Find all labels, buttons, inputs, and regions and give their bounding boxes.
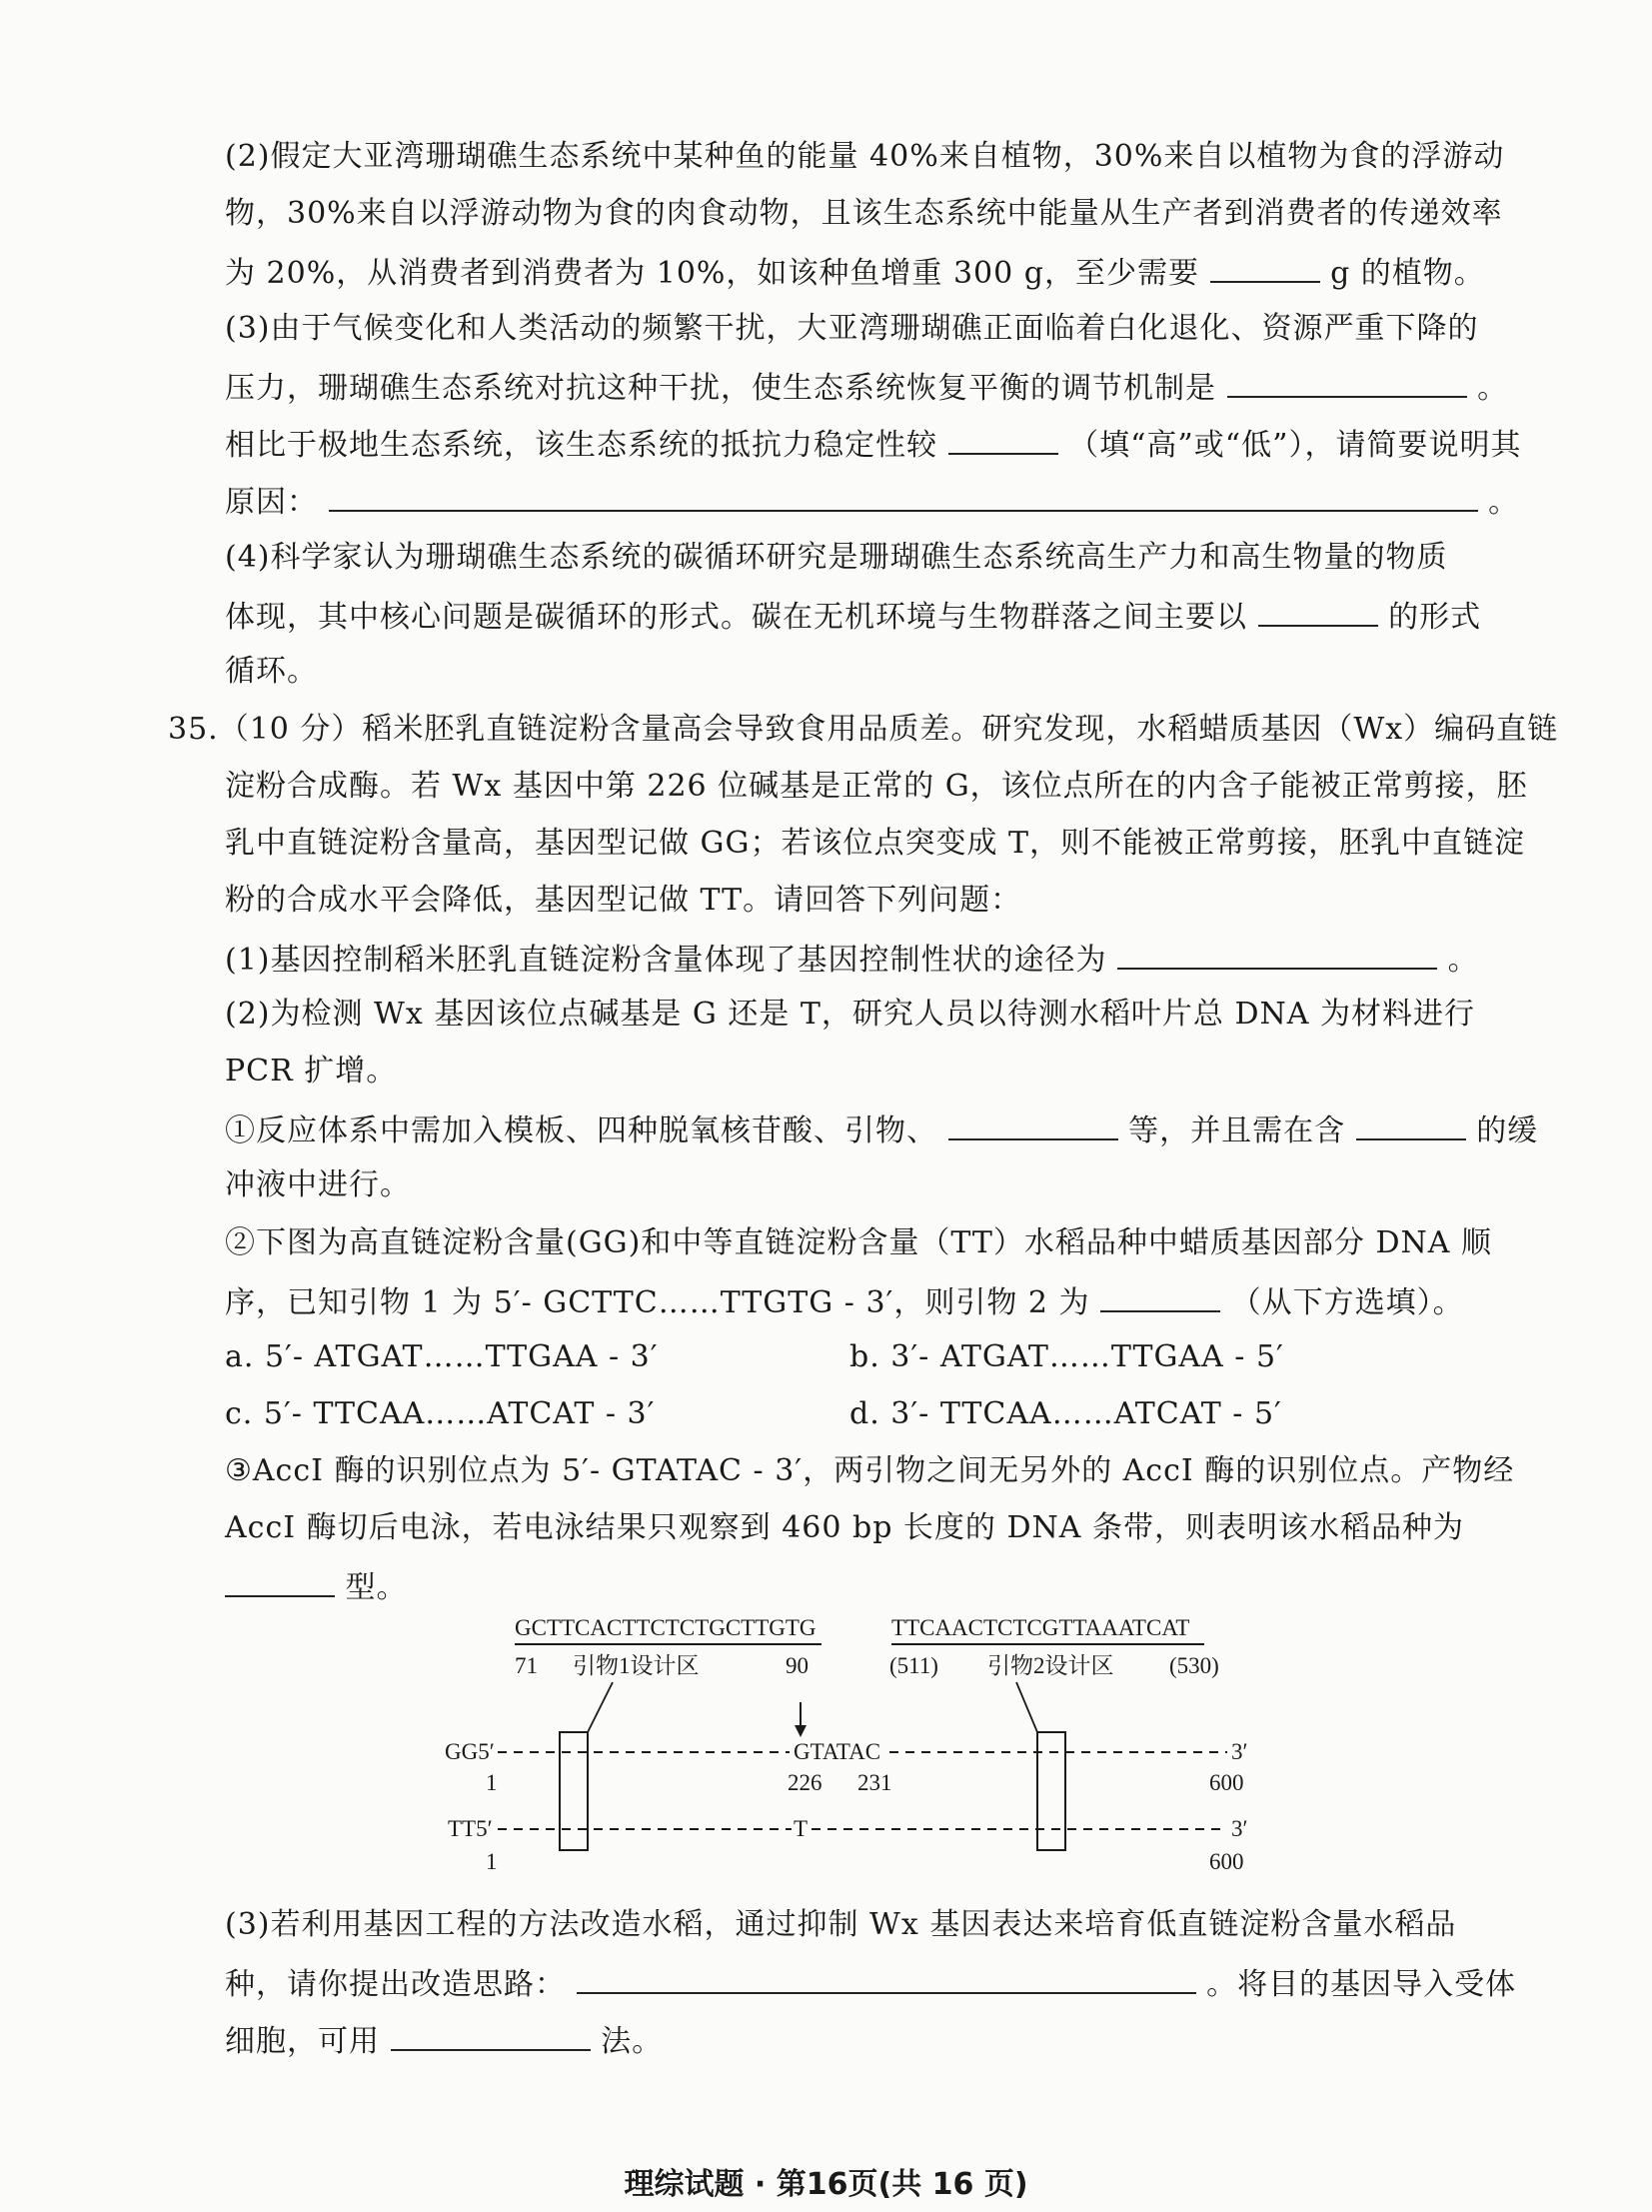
q34-2-line1: (2)假定大亚湾珊瑚礁生态系统中某种鱼的能量 40%来自植物，30%来自以植物为食的浮游动	[225, 139, 1505, 174]
accI-site: GTATAC	[794, 1739, 881, 1764]
q34-3-line4-end: 。	[1488, 485, 1520, 520]
primer2-label: 引物2设计区	[987, 1653, 1114, 1678]
q35-3-line2-end: 。将目的基因导入受体	[1206, 1967, 1517, 2002]
q34-2-line3	[225, 251, 1485, 294]
q34-3-line3-text: 相比于极地生态系统，该生态系统的抵抗力稳定性较	[225, 428, 937, 463]
answer-blank[interactable]	[948, 1108, 1118, 1140]
answer-blank[interactable]	[1258, 595, 1378, 627]
q35-intro-line3: 乳中直链淀粉含量高，基因型记做 GG；若该位点突变成 T，则不能被正常剪接，胚乳中直链淀	[225, 826, 1526, 861]
primer2-end: (530)	[1169, 1653, 1219, 1678]
tt-strand-label: TT5′	[448, 1816, 493, 1841]
arrow-head-icon	[795, 1725, 807, 1737]
tt-pos1: 1	[486, 1849, 498, 1874]
answer-blank[interactable]	[948, 423, 1058, 455]
answer-blank[interactable]	[1117, 938, 1437, 970]
q35-3-line2	[225, 1962, 1516, 2005]
gg-3prime: 3′	[1231, 1739, 1248, 1764]
q35-2-sub3-end: 型。	[345, 1570, 408, 1605]
q35-2-sub2-end: （从下方选填）。	[1230, 1285, 1464, 1320]
q35-2-sub3-line3	[225, 1565, 408, 1608]
answer-blank[interactable]	[577, 1962, 1196, 1994]
gg-pos600: 600	[1209, 1770, 1244, 1795]
q34-2-line3-end: g 的植物。	[1330, 256, 1485, 291]
answer-blank[interactable]	[1100, 1280, 1220, 1312]
primer1-sequence: GCTTCACTTCTCTGCTTGTG	[515, 1615, 817, 1640]
q35-2-sub1	[225, 1108, 1538, 1151]
q34-3-line4-text: 原因：	[225, 485, 318, 520]
q35-2-sub1-end: 的缓	[1476, 1113, 1539, 1148]
tt-pos600: 600	[1209, 1849, 1244, 1874]
q34-2-line3-text: 为 20%，从消费者到消费者为 10%，如该种鱼增重 300 g，至少需要	[225, 256, 1199, 291]
q34-3-line2	[225, 366, 1508, 409]
tt-base: T	[794, 1816, 809, 1841]
q35-2-sub2-line2	[225, 1280, 1464, 1323]
q35-2-sub1-mid: 等，并且需在含	[1128, 1113, 1346, 1148]
option-c: c. 5′- TTCAA……ATCAT - 3′	[225, 1396, 656, 1431]
gg-pos1: 1	[486, 1770, 498, 1795]
q35-3-line3	[225, 2019, 663, 2062]
q35-2-line1: (2)为检测 Wx 基因该位点碱基是 G 还是 T，研究人员以待测水稻叶片总 DNA 为材料进行	[225, 997, 1475, 1032]
page-footer: 理综试题 · 第16页(共 16 页)	[624, 2167, 1028, 2202]
gg-strand-label: GG5′	[445, 1739, 495, 1764]
q34-3-line2-text: 压力，珊瑚礁生态系统对抗这种干扰，使生态系统恢复平衡的调节机制是	[225, 371, 1216, 406]
option-a: a. 5′- ATGAT……TTGAA - 3′	[225, 1339, 659, 1374]
q34-3-line2-end: 。	[1477, 371, 1509, 406]
q35-2-sub3-line1: ③AccI 酶的识别位点为 5′- GTATAC - 3′，两引物之间无另外的 AccI 酶的识别位点。产物经	[225, 1453, 1515, 1488]
q35-intro-line1: 35.（10 分）稻米胚乳直链淀粉含量高会导致食用品质差。研究发现，水稻蜡质基因（Wx）编码直链	[168, 712, 1559, 747]
primer1-box	[560, 1732, 588, 1850]
tt-3prime: 3′	[1231, 1816, 1248, 1841]
answer-blank[interactable]	[1210, 251, 1320, 283]
option-b: b. 3′- ATGAT……TTGAA - 5′	[849, 1339, 1284, 1374]
q35-2-line2: PCR 扩增。	[225, 1054, 398, 1089]
pos-226: 226	[788, 1770, 823, 1795]
q34-3-line3	[225, 423, 1521, 466]
gene-diagram	[430, 1607, 1289, 1897]
q34-4-line3: 循环。	[225, 654, 318, 689]
q34-4-line2-end: 的形式	[1388, 600, 1482, 635]
q35-3-line1: (3)若利用基因工程的方法改造水稻，通过抑制 Wx 基因表达来培育低直链淀粉含量水稻品	[225, 1907, 1457, 1942]
q34-4-line2	[225, 595, 1481, 638]
q35-2-sub2-text: 序，已知引物 1 为 5′- GCTTC……TTGTG - 3′，则引物 2 为	[225, 1285, 1090, 1320]
q34-3-line1: (3)由于气候变化和人类活动的频繁干扰，大亚湾珊瑚礁正面临着白化退化、资源严重下降的	[225, 311, 1479, 346]
q34-4-line2-text: 体现，其中核心问题是碳循环的形式。碳在无机环境与生物群落之间主要以	[225, 600, 1247, 635]
answer-blank[interactable]	[329, 480, 1478, 512]
q35-3-line3-text: 细胞，可用	[225, 2024, 380, 2059]
q35-2-sub1-text: ①反应体系中需加入模板、四种脱氧核苷酸、引物、	[225, 1113, 937, 1148]
q34-3-line3-end: （填“高”或“低”），请简要说明其	[1068, 428, 1522, 463]
primer2-box	[1037, 1732, 1065, 1850]
answer-blank[interactable]	[391, 2019, 591, 2051]
q35-intro-line4: 粉的合成水平会降低，基因型记做 TT。请回答下列问题：	[225, 883, 1022, 918]
q35-2-sub1-cont: 冲液中进行。	[225, 1167, 411, 1202]
primer2-sequence: TTCAACTCTCGTTAAATCAT	[891, 1615, 1190, 1640]
primer1-end: 90	[786, 1653, 809, 1678]
connector	[588, 1682, 613, 1732]
primer1-start: 71	[515, 1653, 538, 1678]
q35-1-end: 。	[1447, 943, 1479, 978]
option-d: d. 3′- TTCAA……ATCAT - 5′	[849, 1396, 1282, 1431]
q35-2-sub2-line1: ②下图为高直链淀粉含量(GG)和中等直链淀粉含量（TT）水稻品种中蜡质基因部分 DNA 顺	[225, 1225, 1492, 1260]
q35-2-sub3-line2: AccI 酶切后电泳，若电泳结果只观察到 460 bp 长度的 DNA 条带，则表明该水稻品种为	[225, 1510, 1464, 1545]
connector	[1016, 1682, 1037, 1732]
q34-2-line2: 物，30%来自以浮游动物为食的肉食动物，且该生态系统中能量从生产者到消费者的传递效率	[225, 196, 1503, 231]
primer1-label: 引物1设计区	[573, 1653, 700, 1678]
pos-231: 231	[857, 1770, 892, 1795]
q35-3-line2-text: 种，请你提出改造思路：	[225, 1967, 566, 2002]
q35-1-text: (1)基因控制稻米胚乳直链淀粉含量体现了基因控制性状的途径为	[225, 943, 1107, 978]
q35-intro-line2: 淀粉合成酶。若 Wx 基因中第 226 位碱基是正常的 G，该位点所在的内含子能被正常剪接，胚	[225, 769, 1528, 804]
q34-3-line4	[225, 480, 1519, 523]
primer2-start: (511)	[889, 1653, 938, 1678]
answer-blank[interactable]	[1227, 366, 1467, 398]
q35-1-line	[225, 938, 1479, 981]
answer-blank[interactable]	[1356, 1108, 1466, 1140]
answer-blank[interactable]	[225, 1565, 335, 1597]
q35-3-line3-end: 法。	[601, 2024, 664, 2059]
q34-4-line1: (4)科学家认为珊瑚礁生态系统的碳循环研究是珊瑚礁生态系统高生产力和高生物量的物质	[225, 540, 1448, 575]
